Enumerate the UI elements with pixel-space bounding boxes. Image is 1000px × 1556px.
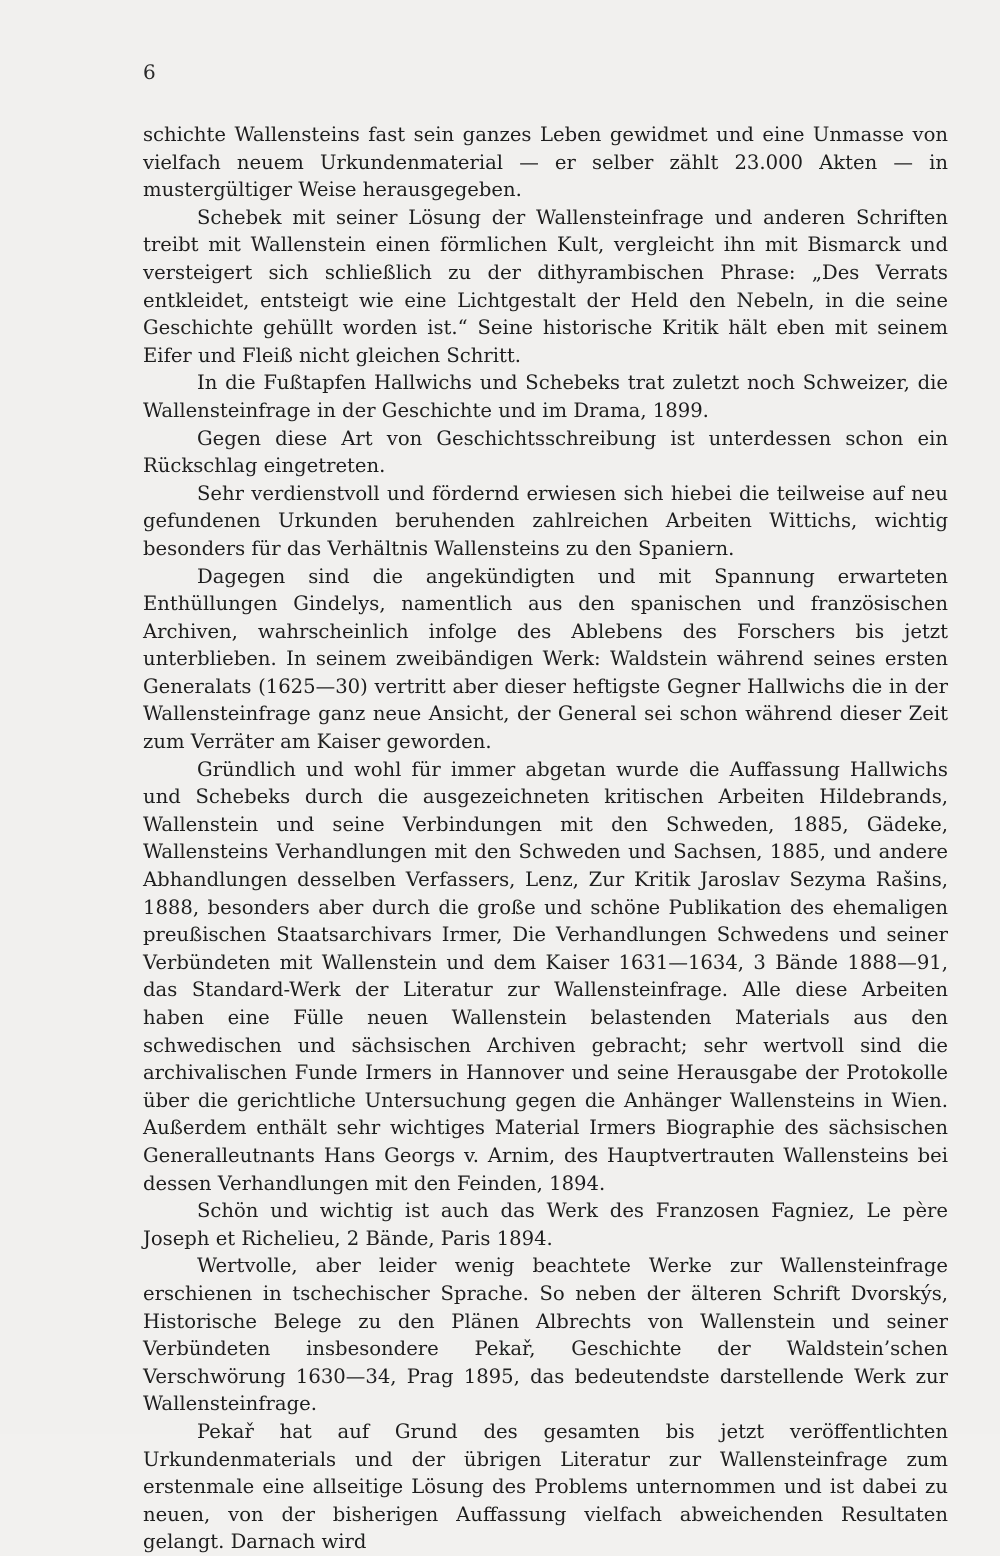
paragraph: Gründlich und wohl für immer abgetan wurde die Auffassung Hallwichs und Schebeks durch die ausgezeichneten kritischen Arbeiten Hildebrands, Wallenstein und seine Verbindungen mit den Schweden, 1885, Gädeke, Wallensteins Verhandlungen mit den Schweden und Sachsen, 1885, und andere Abhandlungen desselben Verfassers, Lenz, Zur Kritik Jaroslav Sezyma Rašins, 1888, besonders aber durch die große und schöne Publikation des ehemaligen preußischen Staatsarchivars Irmer, Die Verhandlungen Schwedens und seiner Verbündeten mit Wallenstein und dem Kaiser 1631—1634, 3 Bände 1888—91, das Standard-Werk der Literatur zur Wallensteinfrage. Alle diese Arbeiten haben eine Fülle neuen Wallenstein belastenden Materials aus den schwedischen und sächsischen Archiven gebracht; sehr wertvoll sind die archivalischen Funde Irmers in Hannover und seine Herausgabe der Protokolle über die gerichtliche Untersuchung gegen die Anhänger Wallensteins in Wien. Außerdem enthält sehr wichtiges Material Irmers Biographie des sächsischen Generalleutnants Hans Georgs v. Arnim, des Hauptvertrauten Wallensteins bei dessen Verhandlungen mit den Feinden, 1894. bbox=[143, 757, 948, 1195]
paragraph: In die Fußtapfen Hallwichs und Schebeks trat zuletzt noch Schweizer, die Wallensteinfrage in der Geschichte und im Drama, 1899. bbox=[143, 371, 948, 422]
paragraph: schichte Wallensteins fast sein ganzes Leben gewidmet und eine Unmasse von vielfach neuem Urkundenmaterial — er selber zählt 23.000 Akten — in mustergültiger Weise herausgegeben. bbox=[143, 123, 948, 202]
paragraph: Pekař hat auf Grund des gesamten bis jetzt veröffentlichten Urkundenmaterials und der übrigen Literatur zur Wallensteinfrage zum erstenmale eine allseitige Lösung des Problems unternommen und ist dabei zu neuen, von der bisherigen Auffassung vielfach abweichenden Resultaten gelangt. Darnach wird bbox=[143, 1419, 948, 1554]
paragraph: Schön und wichtig ist auch das Werk des Franzosen Fagniez, Le père Joseph et Richelieu, 2 Bände, Paris 1894. bbox=[143, 1199, 948, 1250]
paragraph: Sehr verdienstvoll und fördernd erwiesen sich hiebei die teilweise auf neu gefundenen Urkunden beruhenden zahlreichen Arbeiten Wittichs, wichtig besonders für das Verhältnis Wallensteins zu den Spaniern. bbox=[143, 481, 948, 560]
paragraph: Schebek mit seiner Lösung der Wallensteinfrage und anderen Schriften treibt mit Wallenstein einen förmlichen Kult, vergleicht ihn mit Bismarck und versteigert sich schließlich zu der dithyrambischen Phrase: „Des Verrats entkleidet, entsteigt wie eine Lichtgestalt der Held den Nebeln, in die seine Geschichte gehüllt worden ist.“ Seine historische Kritik hält eben mit seinem Eifer und Fleiß nicht gleichen Schritt. bbox=[143, 205, 948, 367]
page-number: 6 bbox=[143, 60, 156, 84]
paragraph: Wertvolle, aber leider wenig beachtete Werke zur Wallensteinfrage erschienen in tschechischer Sprache. So neben der älteren Schrift Dvorskýs, Historische Belege zu den Plänen Albrechts von Wallenstein und seiner Verbündeten insbesondere Pekař, Geschichte der Waldstein’schen Verschwörung 1630—34, Prag 1895, das bedeutendste darstellende Werk zur Wallensteinfrage. bbox=[143, 1254, 948, 1416]
paragraph: Gegen diese Art von Geschichtsschreibung ist unterdessen schon ein Rückschlag eingetreten. bbox=[143, 426, 948, 478]
body-text bbox=[143, 121, 948, 1556]
paragraph: Dagegen sind die angekündigten und mit Spannung erwarteten Enthüllungen Gindelys, namentlich aus den spanischen und französischen Archiven, wahrscheinlich infolge des Ablebens des Forschers bis jetzt unterblieben. In seinem zweibändigen Werk: Waldstein während seines ersten Generalats (1625—30) vertritt aber dieser heftigste Gegner Hallwichs die in der Wallensteinfrage ganz neue Ansicht, der General sei schon während dieser Zeit zum Verräter am Kaiser geworden. bbox=[143, 564, 948, 754]
